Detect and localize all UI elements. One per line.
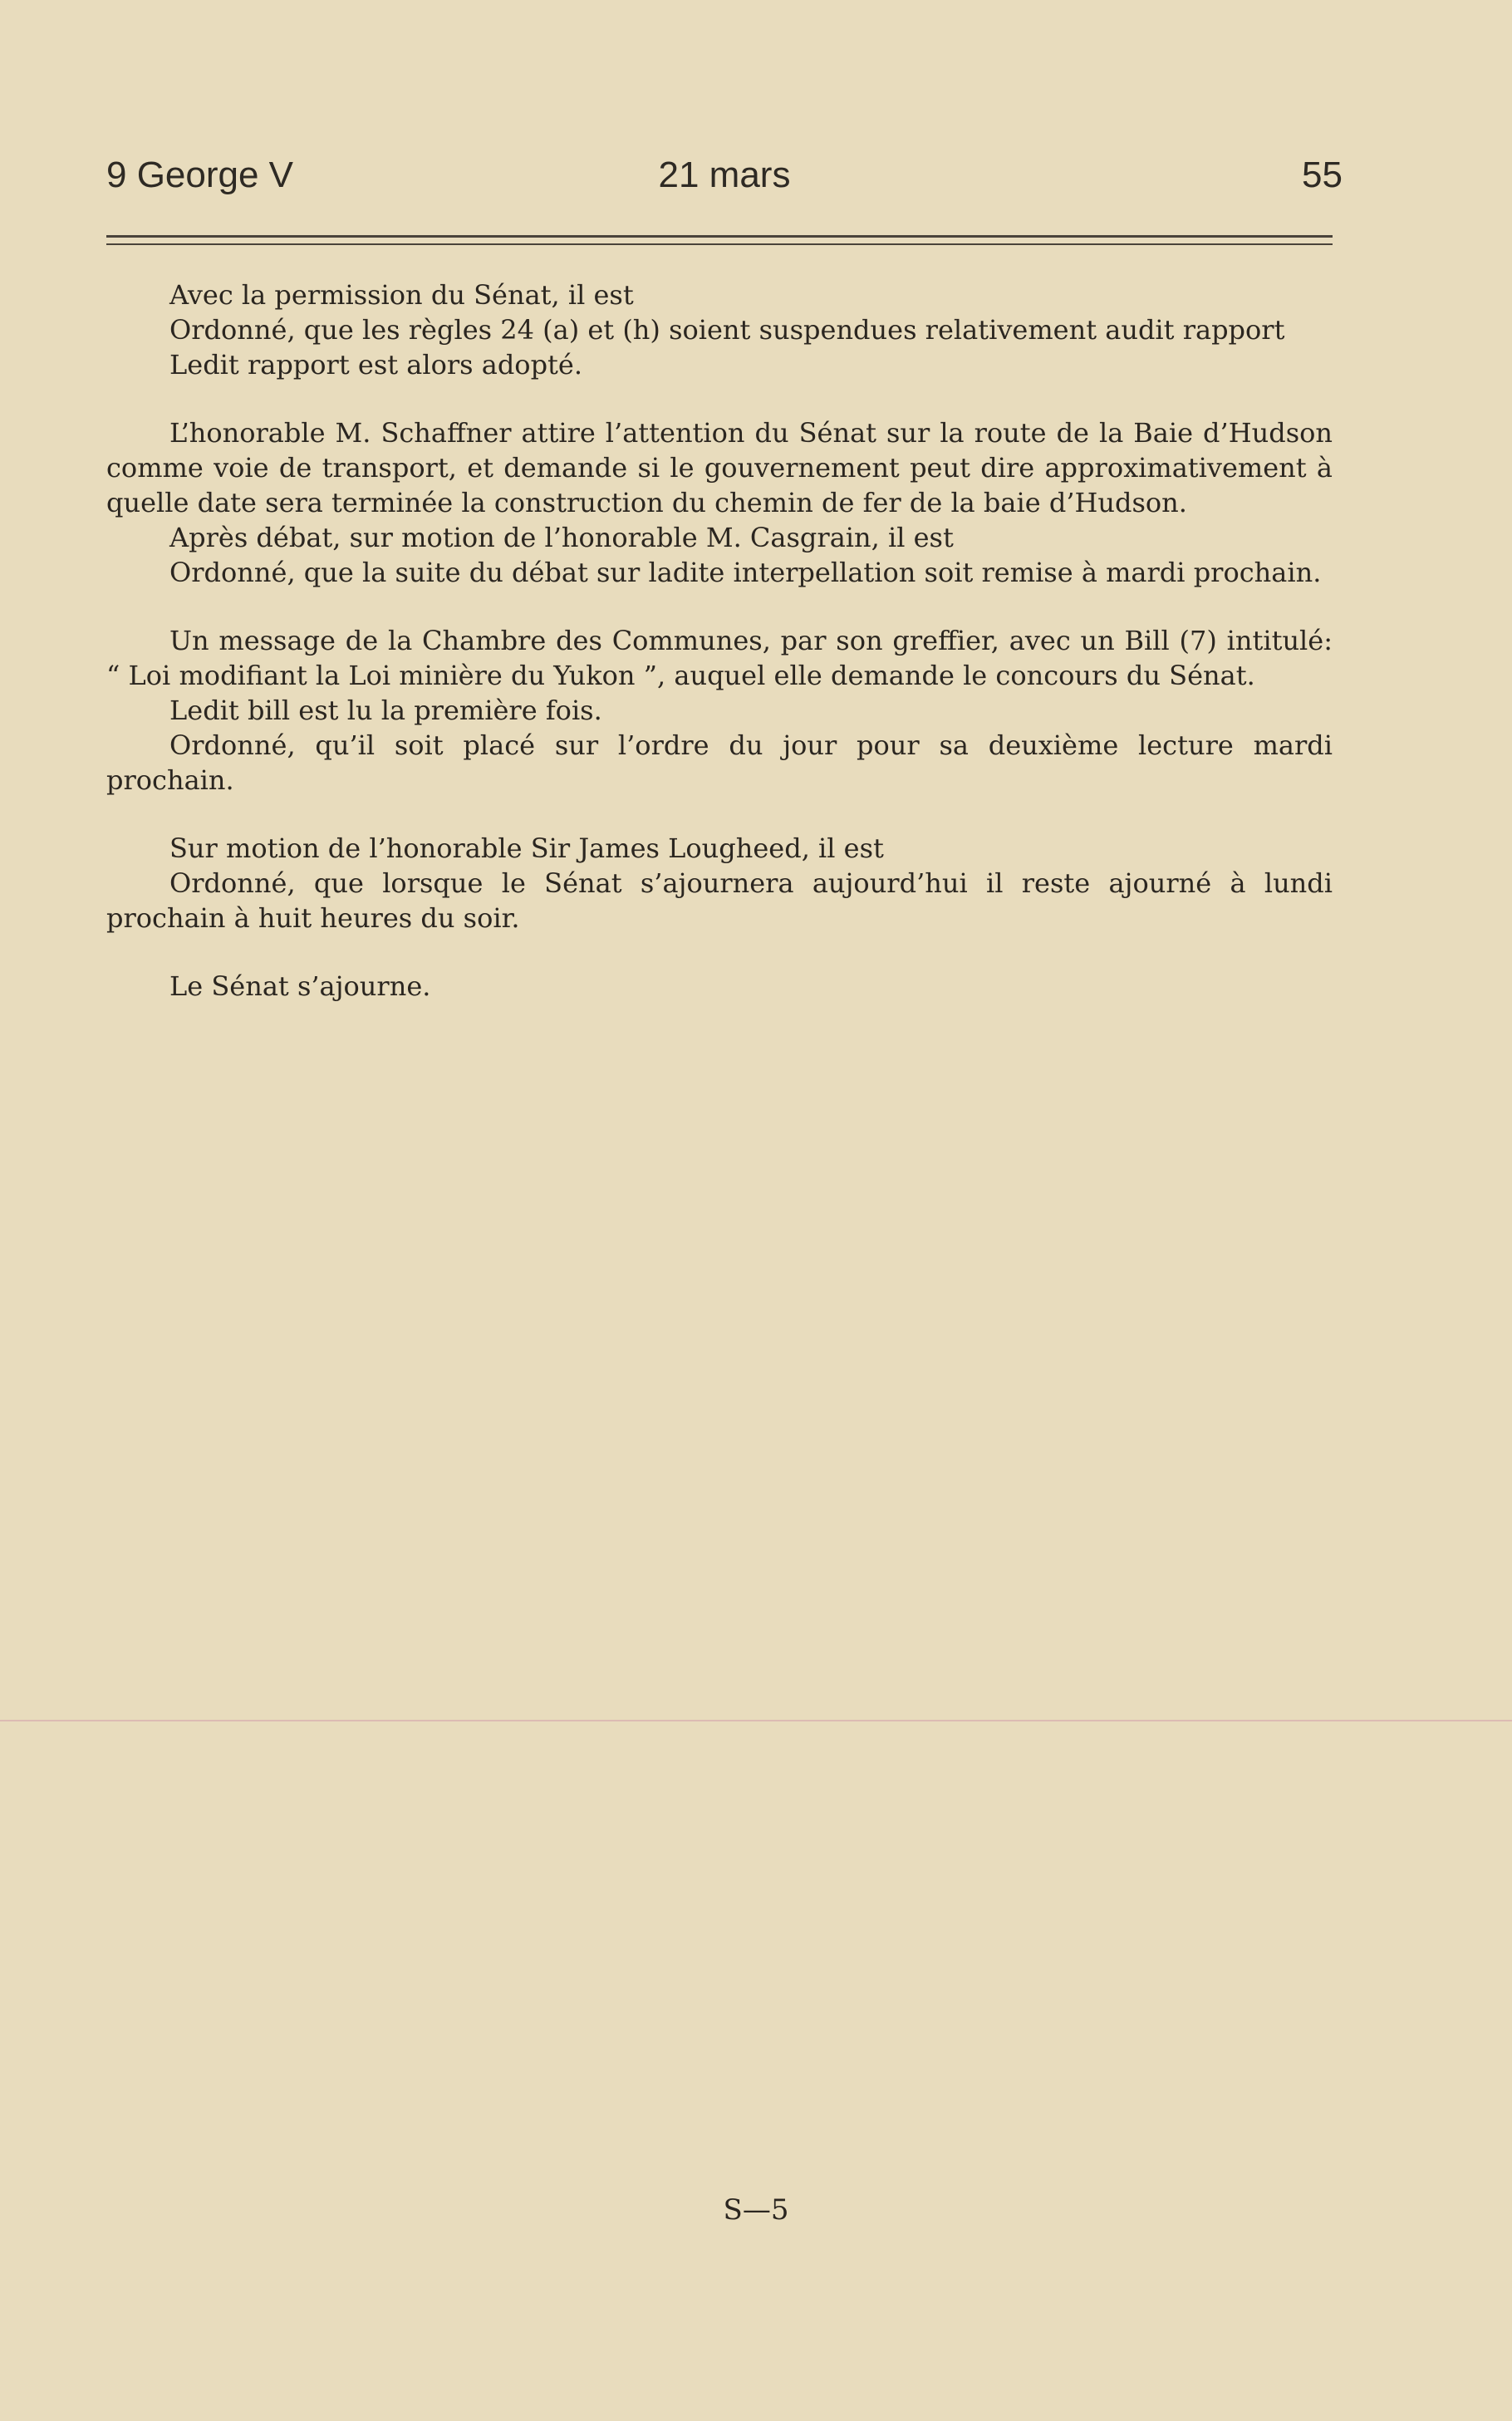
paragraph: Ordonné, que la suite du débat sur ladite interpellation soit remise à mardi prochain.: [169, 557, 1322, 588]
paragraph: Ledit bill est lu la première fois.: [169, 695, 602, 726]
paragraph: L’honorable M. Schaffner attire l’attention du Sénat sur la route de la Baie d’Hudson comme voie de transport, et demande si le gouvernement peut dire approximativement à quelle date sera terminée la construction du chemin de fer de la baie d’Hudson.: [106, 417, 1333, 518]
header-session: 9 George V: [106, 155, 294, 195]
paragraph: Ledit rapport est alors adopté.: [169, 349, 583, 381]
paragraph: Ordonné, que lorsque le Sénat s’ajournera aujourd’hui il reste ajourné à lundi prochain à huit heures du soir.: [106, 867, 1333, 934]
signature-mark: S—5: [723, 2193, 789, 2227]
page-fold-line: [0, 1720, 1512, 1721]
page-header: [106, 155, 1343, 204]
header-rule-bottom: [106, 243, 1333, 245]
paragraph: Sur motion de l’honorable Sir James Lougheed, il est: [169, 832, 884, 864]
header-date: 21 mars: [658, 155, 791, 195]
paragraph: Le Sénat s’ajourne.: [169, 970, 431, 1002]
paragraph: Avec la permission du Sénat, il est: [169, 279, 634, 311]
minutes-body: [106, 277, 1333, 1004]
paragraph: Un message de la Chambre des Communes, par son greffier, avec un Bill (7) intitulé: “ Loi modifiant la Loi minière du Yukon ”, auquel elle demande le concours du Sénat.: [106, 625, 1333, 691]
paragraph: Ordonné, que les règles 24 (a) et (h) soient suspendues relativement audit rapport: [169, 314, 1285, 346]
header-rule-top: [106, 235, 1333, 238]
paragraph: Ordonné, qu’il soit placé sur l’ordre du jour pour sa deuxième lecture mardi prochain.: [106, 729, 1333, 796]
header-page-number: 55: [1302, 155, 1343, 195]
paragraph: Après débat, sur motion de l’honorable M. Casgrain, il est: [169, 522, 954, 553]
